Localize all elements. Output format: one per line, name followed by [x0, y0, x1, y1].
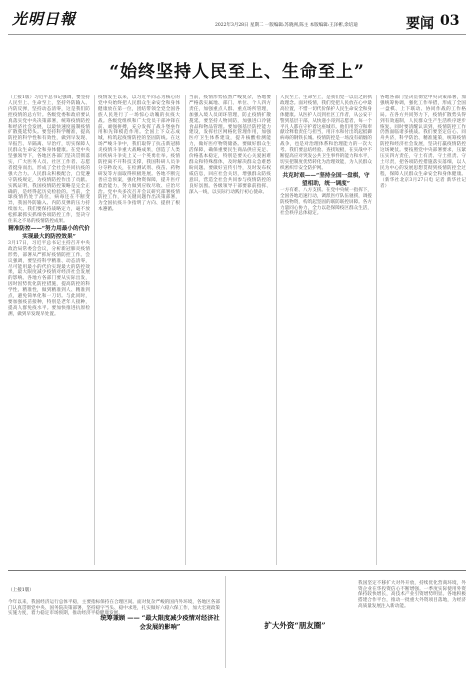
column-divider: [94, 95, 95, 565]
column-text: 各地各部门坚决贯彻党中央决策部署，加强统筹协调，强化工作举措，形成了全国一盘棋、上下联动、协同作战的工作格局。在各方共同努力下，疫情扩散势头得到有效遏制，人民群众生产生活秩序逐步恢复。同时要清醒认识到，疫情防控工作仍然面临诸多挑战。我们要坚定信心、同舟共济，科学防治、精准施策，统筹疫情防控和经济社会发展，坚决打赢疫情防控这场硬仗。要按照党中央部署要求，压紧压实四方责任，守土有责、守土担责、守土尽责，把各项防控措施落实落细，以人民为中心的发展思想贯彻到疫情防控全过程，保障人民群众生命安全和身体健康。（新华社北京3月27日电 记者 新华社记者）: [380, 95, 466, 189]
newspaper-logo: 光明日報: [12, 10, 77, 28]
column-text: 3月17日，习近平总书记主持召开中央政治局常委会会议，分析新冠肺炎疫情形势，部署从严抓好疫情防控工作。会议强调，要坚持科学精准、动态清零，尽可能用最小的代价实现最大的防控效果，最大限度减少疫情对经济社会发展的影响。各地方各部门要从实际出发，因时因势优化防控措施，提高防控的科学性、精准性，做到精准到人、精准到点，避免简单化和一刀切。与此同时，要加强疫苗接种，特别是老年人接种，提高人群免疫水平。要加快推进抗原检测，做到早发现早处置。: [8, 240, 90, 317]
column-subhead: 精准防控——“努力用最小的代价实现最大的防控效果”: [8, 225, 90, 240]
dateline: 2022年3月28日 星期二 一版编辑:苏晓洲,陈主 本版编辑:王泽彬,余培迪: [215, 23, 358, 28]
column-divider: [185, 95, 186, 565]
article-column-4: [280, 95, 372, 567]
column-text: 人民至上、生命至上，是我们党一以贯之的执政理念。面对疫情，我们党把人民放在心中最高位置，不惜一切代价保护人民生命安全和身体健康。从医护人员到社区工作者，从公安干警到基层干部，从快递小哥到志愿者，每一个平凡人都在守护着这座城市。他们用坚守和奉献诠释着责任与担当，用汗水和付出筑起抵御病毒的钢铁长城。疫情防控是一场没有硝烟的战争，也是对治理体系和治理能力的一次大考。我们要总结经验、查找短板，在实战中不断提高应对突发公共卫生事件的能力和水平，切实把制度优势转化为治理效能，为人民群众织密织牢安全防护网。: [280, 95, 372, 171]
section-name: 要闻: [406, 16, 434, 32]
page-number: 03: [440, 13, 460, 29]
column-text: 当前，疫情形势依然严峻复杂，各地要严格落实属地、部门、单位、个人四方责任，加强重点人群、重点场所管理，加强入境人员闭环管理，防止疫情扩散蔓延。要坚持人物同防，加强进口冷链食品和物品管理。要加强基层防控能力建设，发挥社区网格化管理作用，加强医疗卫生体系建设，提升核酸检测能力，做好医疗物资储备。要做好群众生活保障，确保重要民生商品供应充足、价格基本稳定，特别是要关心关爱困难群众和特殊群体，及时解决群众急难愁盼问题。要做好宣传引导，及时发布权威信息，回应社会关切，增强群众防疫意识，营造全社会共同参与疫情防控的良好氛围。各级领导干部要靠前指挥、深入一线，以实际行动践行初心使命。: [189, 95, 271, 195]
bottom-text: 我国坚定不移扩大对外开放，持续优化营商环境，外资企业在华投资信心不断增强。一季度实际使用外资保持较快增长，高技术产业引资增势明显。各地积极搭建合作平台，推动一批重大外资项目落地，为经济高质量发展注入新动能。: [358, 580, 466, 610]
bottom-article-2: [358, 576, 466, 668]
article-column-1: [8, 95, 90, 567]
page-headline: “始终坚持人民至上、生命至上”: [109, 62, 365, 82]
column-divider: [225, 576, 226, 668]
column-subhead: 共克时艰——“坚持全国一盘棋，守望相助，统一调度”: [282, 172, 370, 187]
bottom-article-2-title: 扩大外资“朋友圈”: [264, 621, 326, 630]
section-rule: [8, 570, 466, 571]
bottom-text: 今年以来，我国经济运行总体平稳，主要指标保持在合理区间。面对复杂严峻的国内外环境，各地区各部门认真贯彻党中央、国务院决策部署，坚持稳字当头、稳中求进，扎实做好六稳六保工作，加大宏观政策实施力度，着力稳定市场预期，推动经济平稳健康发展。: [8, 599, 220, 617]
column-divider: [376, 95, 377, 565]
column-divider: [276, 95, 277, 565]
column-text: 一方有难、八方支援。在党中央统一指挥下，全国各地迅速行动，调派医疗队伍驰援，调拨防疫物资，构筑起坚固的联防联控屏障。各方力量同心协力，全力以赴保障疫区群众生活，社会秩序总体稳定。: [280, 187, 372, 217]
continued-tag: （上接1版）: [8, 588, 34, 593]
bottom-article-1-title: 统筹兼顾 —— “最大限度减少疫情对经济社会发展的影响”: [100, 615, 220, 631]
header-rule: [8, 34, 466, 35]
article-column-2: [98, 95, 180, 567]
article-column-5: [380, 95, 466, 567]
column-text: 疫情发生以来，以习近平同志为核心的党中央始终把人民群众生命安全和身体健康放在第一位，团结带领全党全国各族人民进行了一场惊心动魄的抗疫大战。各级党组织和广大党员干部冲锋在前、顽强拼搏，充分发挥了战斗堡垒作用和先锋模范作用。全国上下众志成城，构筑起疫情防控的坚固防线。在这场严峻斗争中，我们取得了抗击新冠肺炎疫情斗争重大战略成果，创造了人类同疾病斗争史上又一个英勇壮举。疫情防控离不开科技支撑，我国科研人员争分夺秒攻关，在检测试剂、疫苗、药物研发等方面取得积极进展。各地不断完善应急预案，强化物资保障，提升医疗救治能力，努力做到应收尽收、应治尽治。党中央多次召开会议研究部署疫情防控工作，对关键问题作出决策部署，为全国抗疫斗争指明了方向、提供了根本遵循。: [98, 95, 180, 213]
column-text: （上接1版）习近平总书记强调，要坚持人民至上、生命至上，坚持外防输入、内防反弹，坚持动态清零，这是我们防控疫情的总方针。各级党委和政府要认真落实党中央决策部署，统筹疫情防控和经济社会发展，以最快速度遏制疫情扩散蔓延势头。要坚持科学精准，提高防控的科学性和有效性，做到早发现、早报告、早隔离、早治疗，切实保障人民群众生命安全和身体健康。在党中央坚强领导下，各地区各部门坚决贯彻落实，广大医务人员、社区工作者、志愿者挺身而出，形成了全社会共同抗疫的强大合力。人民群众积极配合，自觉遵守防疫规定，为疫情防控作出了贡献。实践证明，我国疫情防控策略是完全正确的，是经得起历史检验的。当前，全球疫情仍处于高位，病毒还在不断变异，我国外防输入、内防反弹的压力持续加大。我们要保持战略定力，毫不放松抓紧抓实抓细各项防控工作，坚决守住来之不易的疫情防控成果。: [8, 95, 90, 225]
article-column-3: [189, 95, 271, 567]
